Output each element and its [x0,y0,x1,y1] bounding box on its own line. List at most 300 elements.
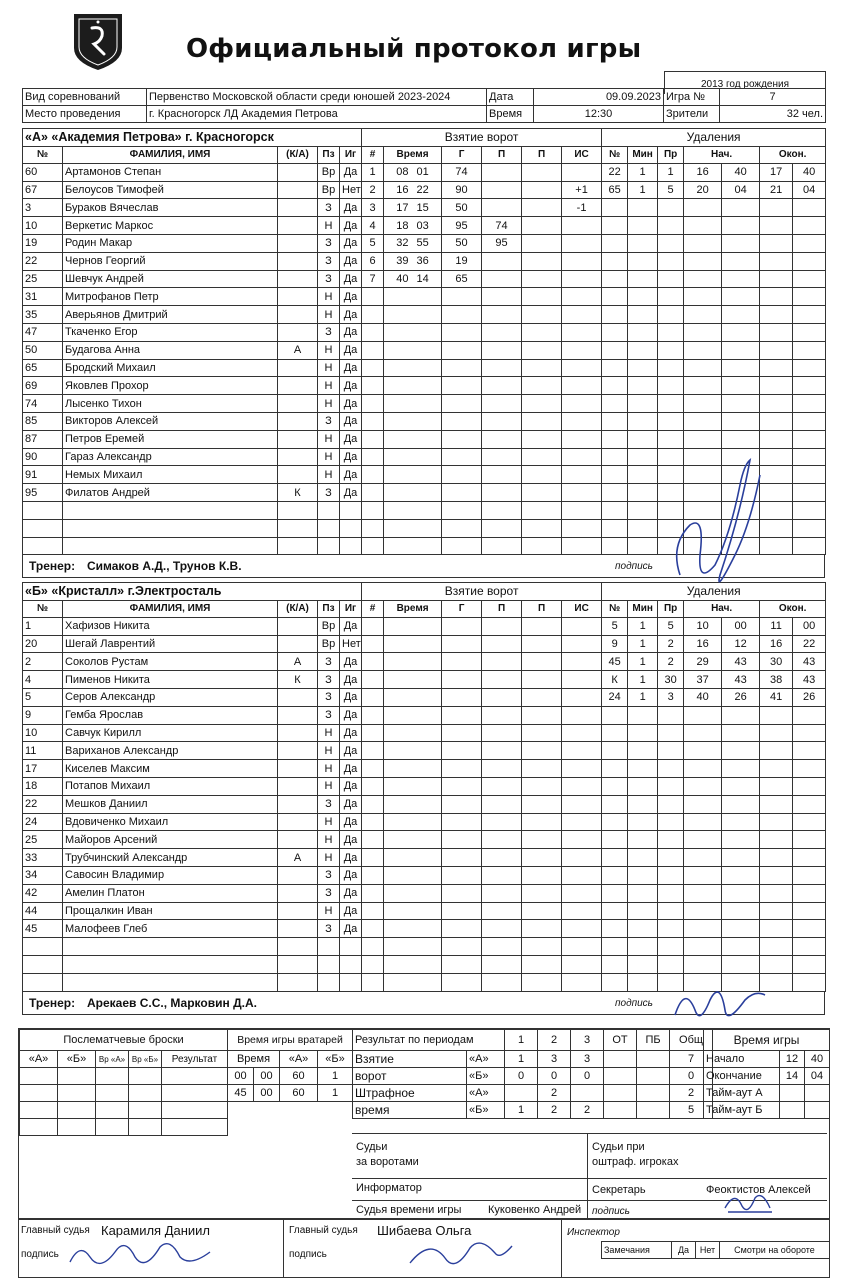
player-played: Да [340,884,362,902]
penalty-end-sec: 22 [793,635,826,653]
penalty-number [602,849,628,867]
goal-assist-1 [482,902,522,920]
goal-assist-1 [482,813,522,831]
player-played: Да [340,217,362,235]
penalty-end-min [760,938,793,956]
player-position: Вр [318,181,340,199]
penalty-start-min [684,760,722,778]
goal-scorer [442,955,482,973]
player-played: Да [340,706,362,724]
penalty-reason [658,199,684,217]
player-number: 17 [23,760,63,778]
goal-scorer [442,359,482,377]
goal-scorer [442,884,482,902]
penalty-start-sec [722,252,760,270]
goal-assist-2 [522,448,562,466]
col-goal-scorer: Г [442,600,482,617]
penalty-start-min [684,341,722,359]
col-pen-end: Окон. [760,600,826,617]
player-position [318,537,340,555]
col-pz: Пз [318,146,340,163]
penalty-end-sec [793,252,826,270]
goal-time [384,866,442,884]
pim-b-2: 2 [538,1102,571,1119]
goal-assist-1 [482,777,522,795]
goal-scorer [442,706,482,724]
goal-time [384,288,442,306]
goal-assist-1 [482,973,522,991]
goal-is [562,484,602,502]
penalty-number [602,412,628,430]
penalty-minutes [628,217,658,235]
penalty-minutes [628,466,658,484]
penalty-end-sec [793,742,826,760]
team-a-row [23,163,826,181]
goal-is [562,359,602,377]
timeout-a-label: Тайм-аут А [704,1085,780,1102]
goal-assist-1: 95 [482,234,522,252]
penalty-number: 9 [602,635,628,653]
goal-assist-1: 74 [482,217,522,235]
penalty-end-min [760,777,793,795]
player-played: Да [340,306,362,324]
penalty-end-min [760,252,793,270]
goal-minute: 40 [396,272,409,285]
penalty-end-sec: 04 [793,181,826,199]
penalty-start-sec [722,866,760,884]
goal-scorer [442,306,482,324]
player-name: Савосин Владимир [63,866,278,884]
penalty-end-sec [793,902,826,920]
penalty-start-min: 20 [684,181,722,199]
goalie-col-time: Время [228,1051,280,1068]
goal-scorer: 50 [442,199,482,217]
goal-assist-2 [522,706,562,724]
team-a-coach-signature [660,455,770,605]
player-played [340,501,362,519]
player-role [278,955,318,973]
player-played: Да [340,849,362,867]
goal-assist-1 [482,377,522,395]
goal-assist-1 [482,306,522,324]
player-number: 60 [23,163,63,181]
penalty-start-sec [722,217,760,235]
main-ref-signature-label-2: подпись [289,1249,327,1260]
player-name: Киселев Максим [63,760,278,778]
game-time-table [703,1029,830,1119]
penalty-start-min: 16 [684,635,722,653]
player-name: Артамонов Степан [63,163,278,181]
goal-minute: 39 [396,255,409,268]
penalty-reason [658,760,684,778]
pim-a-total: 2 [670,1085,713,1102]
goal-assist-1 [482,359,522,377]
goal-is [562,341,602,359]
player-name: Ткаченко Егор [63,323,278,341]
player-number [23,501,63,519]
period-col-2: 2 [538,1030,571,1051]
penalty-start-min [684,270,722,288]
goal-number [362,323,384,341]
team-b-block [22,582,825,1015]
goal-scorer [442,849,482,867]
periods-title: Результат по периодам [353,1030,505,1051]
goal-time [384,955,442,973]
player-position: Н [318,760,340,778]
goal-assist-1 [482,270,522,288]
goal-number [362,359,384,377]
player-number: 1 [23,617,63,635]
penalty-end-min [760,359,793,377]
penalty-number [602,306,628,324]
col-ig: Иг [340,600,362,617]
goal-assist-1 [482,706,522,724]
goalie-time-table [227,1029,353,1102]
date-value: 09.09.2023 [534,89,664,106]
timekeeper-name: Куковенко Андрей [488,1204,582,1216]
penalty-end-sec [793,412,826,430]
penalty-end-min: 16 [760,635,793,653]
player-name: Пименов Никита [63,671,278,689]
goal-scorer [442,671,482,689]
penalty-end-min [760,795,793,813]
penalty-end-min [760,884,793,902]
goal-assist-2 [522,323,562,341]
player-number [23,519,63,537]
player-name: Малофеев Глеб [63,920,278,938]
player-played: Нет [340,181,362,199]
goal-assist-2 [522,724,562,742]
goal-second: 36 [416,255,429,268]
penalty-start-min [684,813,722,831]
penalty-end-sec [793,501,826,519]
penalty-minutes [628,430,658,448]
goal-assist-2 [522,181,562,199]
pim-a-1 [505,1085,538,1102]
player-position: З [318,199,340,217]
player-number [23,955,63,973]
shootout-row [20,1068,228,1085]
penalty-minutes: 1 [628,181,658,199]
player-name: Шегай Лаврентий [63,635,278,653]
goal-is [562,234,602,252]
penalty-judges-label [592,1140,678,1170]
goal-time [384,519,442,537]
player-number: 67 [23,181,63,199]
timekeeper-label: Судья времени игры [356,1204,462,1216]
goal-assist-2 [522,617,562,635]
goal-time [384,359,442,377]
goal-second: 55 [416,237,429,250]
team-b-table [22,582,826,992]
player-played: Да [340,777,362,795]
main-ref-label-2: Главный судья [289,1225,358,1236]
player-number: 69 [23,377,63,395]
col-goal-num: # [362,146,384,163]
goal-is: -1 [562,199,602,217]
main-ref-name-2: Шибаева Ольга [377,1223,472,1238]
player-number: 65 [23,359,63,377]
date-label: Дата [487,89,534,106]
player-role [278,635,318,653]
penalty-reason [658,849,684,867]
goal-is: +1 [562,181,602,199]
penalty-end-min: 41 [760,688,793,706]
goal-assist-1 [482,671,522,689]
player-played: Да [340,199,362,217]
goals-a-1: 1 [505,1051,538,1068]
penalty-minutes [628,252,658,270]
goal-assist-2 [522,777,562,795]
player-played: Нет [340,635,362,653]
goal-scorer [442,920,482,938]
goal-assist-2 [522,395,562,413]
shootout-row [20,1119,228,1136]
team-b-row [23,831,826,849]
penalty-reason [658,724,684,742]
goalie-1-b: 1 [318,1068,353,1085]
penalty-reason: 2 [658,653,684,671]
goal-scorer [442,760,482,778]
goal-scorer [442,537,482,555]
team-a-title: «А» «Академия Петрова» г. Красногорск [23,129,362,147]
goal-number [362,617,384,635]
player-position: Н [318,831,340,849]
player-name: Чернов Георгий [63,252,278,270]
penalty-number [602,359,628,377]
goal-number [362,866,384,884]
goal-assist-1 [482,163,522,181]
player-name: Шевчук Андрей [63,270,278,288]
competition-label: Вид соревнований [23,89,147,106]
player-role [278,323,318,341]
penalty-start-sec [722,813,760,831]
goal-scorer [442,288,482,306]
goal-assist-1 [482,501,522,519]
col-is: ИС [562,146,602,163]
goalie-1-sec: 00 [254,1068,280,1085]
penalty-end-sec [793,813,826,831]
penalty-end-sec [793,519,826,537]
goal-is [562,724,602,742]
penalty-end-sec: 26 [793,688,826,706]
penalty-start-sec [722,902,760,920]
goal-number [362,341,384,359]
goal-assist-2 [522,920,562,938]
player-played: Да [340,484,362,502]
penalty-start-sec [722,306,760,324]
player-name: Амелин Платон [63,884,278,902]
goal-scorer [442,448,482,466]
penalty-number [602,724,628,742]
goal-assist-1 [482,341,522,359]
col-ka: (К/А) [278,146,318,163]
goals-a-2: 3 [538,1051,571,1068]
shootout-cell [96,1068,129,1085]
penalty-number [602,902,628,920]
goal-time [384,306,442,324]
team-a-row [23,395,826,413]
penalty-number [602,813,628,831]
goal-assist-1 [482,938,522,956]
goal-is [562,466,602,484]
goal-number: 1 [362,163,384,181]
player-position: З [318,706,340,724]
player-number: 19 [23,234,63,252]
team-a-row [23,217,826,235]
player-position: З [318,412,340,430]
player-role [278,777,318,795]
penalty-start-min [684,955,722,973]
player-played: Да [340,252,362,270]
player-role [278,760,318,778]
penalty-start-min [684,831,722,849]
player-number: 22 [23,252,63,270]
penalty-start-sec [722,234,760,252]
goal-scorer: 74 [442,163,482,181]
player-role [278,884,318,902]
player-name: Немых Михаил [63,466,278,484]
goal-assist-2 [522,902,562,920]
player-name: Мешков Даниил [63,795,278,813]
goal-assist-2 [522,973,562,991]
penalty-number: К [602,671,628,689]
player-role [278,306,318,324]
penalty-start-sec: 12 [722,635,760,653]
player-name: Хафизов Никита [63,617,278,635]
goal-assist-2 [522,955,562,973]
pim-a-3 [571,1085,604,1102]
goal-assist-1 [482,288,522,306]
goal-scorer [442,377,482,395]
goal-assist-1 [482,831,522,849]
informator-label: Информатор [356,1182,422,1194]
player-number: 20 [23,635,63,653]
penalty-start-sec [722,920,760,938]
player-role [278,377,318,395]
goal-number [362,742,384,760]
player-position: Вр [318,635,340,653]
player-role [278,866,318,884]
player-position: Н [318,813,340,831]
period-col-ot: ОТ [604,1030,637,1051]
player-position: З [318,884,340,902]
goal-scorer: 19 [442,252,482,270]
goal-second: 03 [416,219,429,232]
team-a-row [23,234,826,252]
penalty-minutes [628,412,658,430]
player-played: Да [340,288,362,306]
goal-number: 7 [362,270,384,288]
remarks-no: Нет [696,1242,720,1259]
team-b-row [23,653,826,671]
player-position: З [318,671,340,689]
goal-minute: 32 [396,237,409,250]
shootout-title: Послематчевые броски [20,1030,228,1051]
player-number: 2 [23,653,63,671]
goal-time [384,760,442,778]
player-role [278,537,318,555]
team-a-row [23,288,826,306]
goal-scorer [442,813,482,831]
player-played: Да [340,617,362,635]
team-a-row [23,306,826,324]
goal-assist-1 [482,955,522,973]
penalty-minutes [628,813,658,831]
penalty-end-sec [793,777,826,795]
player-played [340,973,362,991]
penalty-number [602,519,628,537]
goal-scorer [442,430,482,448]
col-goal-scorer: Г [442,146,482,163]
goal-time [384,920,442,938]
goal-assist-2 [522,671,562,689]
player-role: А [278,849,318,867]
penalty-end-sec [793,199,826,217]
goal-number: 5 [362,234,384,252]
goal-scorer: 90 [442,181,482,199]
goal-is [562,920,602,938]
shootout-cell [58,1119,96,1136]
player-name: Аверьянов Дмитрий [63,306,278,324]
goal-number [362,938,384,956]
penalty-minutes [628,501,658,519]
player-played: Да [340,234,362,252]
main-ref-signature-label-1: подпись [21,1249,59,1260]
penalty-number [602,430,628,448]
team-a-row [23,270,826,288]
penalty-end-min [760,323,793,341]
penalty-start-min [684,199,722,217]
penalty-number [602,795,628,813]
see-back-label: Смотри на обороте [720,1242,830,1259]
player-position: З [318,653,340,671]
team-b-row [23,760,826,778]
goals-a-pb [637,1051,670,1068]
goal-assist-1 [482,617,522,635]
col-assist-1: П [482,146,522,163]
penalty-end-sec [793,831,826,849]
goal-assist-2 [522,430,562,448]
player-name [63,955,278,973]
penalty-end-min [760,831,793,849]
start-minute: 40 [805,1051,830,1068]
goal-scorer [442,341,482,359]
player-name [63,973,278,991]
team-b-row [23,866,826,884]
player-name: Трубчинский Александр [63,849,278,867]
goal-assist-1 [482,484,522,502]
team-a-row [23,252,826,270]
player-position: З [318,866,340,884]
goal-assist-1 [482,849,522,867]
player-played [340,519,362,537]
player-number: 22 [23,795,63,813]
goal-is [562,742,602,760]
penalty-reason [658,742,684,760]
shootout-col-result: Результат [162,1051,228,1068]
goal-number [362,777,384,795]
summary-block [18,1028,830,1220]
player-name [63,519,278,537]
player-name: Филатов Андрей [63,484,278,502]
player-name: Бураков Вячеслав [63,199,278,217]
goal-is [562,938,602,956]
goal-is [562,866,602,884]
col-name: ФАМИЛИЯ, ИМЯ [63,146,278,163]
goal-number [362,635,384,653]
penalty-minutes: 1 [628,688,658,706]
